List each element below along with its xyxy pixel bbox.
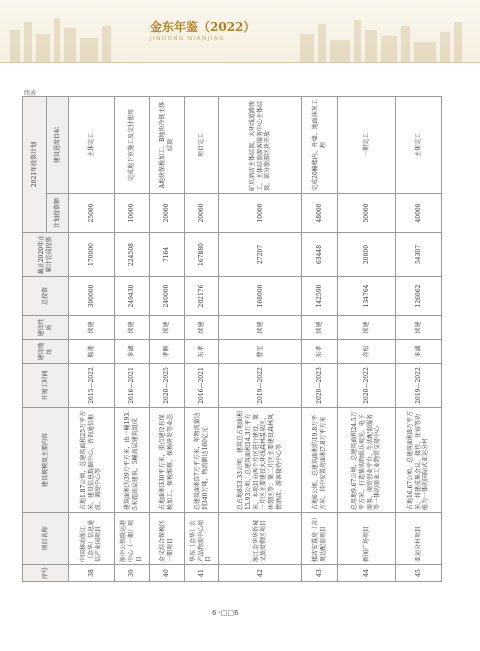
cell-period: 2020—2023 [302,364,338,408]
cell-cumulative: 63448 [302,233,338,277]
cell-plan-amount: 50000 [338,194,396,233]
cell-target: 矿坑酒店主体结顶，大环线道路竣工，主体结顶游客服务中心主体结顶，部分旅游区块开放 [219,97,302,194]
header-plan-amount: 计划投资额 [47,194,69,233]
header-nature: 建设性质 [23,316,69,340]
cell-target: A地块保税加工、B地块冷链主体结顶 [149,97,184,194]
cell-nature: 续建 [219,316,302,340]
cell-plan-amount: 40000 [396,194,442,233]
cell-total: 134764 [338,277,396,316]
cell-total: 168000 [219,277,302,316]
cell-plan-amount: 20000 [184,194,219,233]
cell-seq: 43 [302,565,338,582]
cell-name: 中国移动浙江（金华）信息通信产业园项目 [69,513,115,565]
cell-cumulative: 7164 [149,233,184,277]
cell-location: 孝顺 [149,340,184,364]
cell-nature: 续建 [184,316,219,340]
cell-seq: 42 [219,565,302,582]
cell-cumulative: 167880 [184,233,219,277]
cell-location: 曹宅 [219,340,302,364]
header-divider [0,62,480,63]
cell-location: 鞍港 [69,340,115,364]
cell-target: 一期完工 [338,97,396,194]
cell-cumulative: 27207 [219,233,302,277]
cell-target: 主体完工 [396,97,442,194]
cell-content: 总占地853.33公顷，建筑总占地面积15.93公顷，总建筑面积14.3万平方米，本项目分两个片区进行建设，第一片区主要建设大环线森林温泉区、休憩区等；第二片区主要建设森林风情酒店、游客接待中心等 [219,408,302,513]
cell-total: 249430 [114,277,149,316]
cell-name: 楼店安置房（含）周边配套项目 [302,513,338,565]
cell-period: 2020—2025 [149,364,184,408]
table-row [149,97,184,582]
cell-cumulative: 170000 [69,233,115,277]
cell-cumulative: 224508 [114,233,149,277]
cell-content: 占地1.87公顷，总建筑面积25万平方米，建设信息数据中心、咨询通信枢纽、调度中心等 [69,408,115,513]
header-total: 总投资 [23,277,69,316]
cell-seq: 39 [114,565,149,582]
cell-seq: 44 [338,565,396,582]
cell-period: 2019—2022 [219,364,302,408]
header-location: 建设地址 [23,340,69,364]
table-row [69,97,115,582]
cell-content: 占地6公顷，总建筑面积约19.8万平方米，其中安置房面积7.8万平方米 [302,408,338,513]
cell-name: 浙中公铁联运港中心（一期）项目 [114,513,149,565]
cell-period: 2015—2022 [69,364,115,408]
cell-content: 总建筑面积57万平方米，年物流量达到340万吨，物流额达160亿元 [184,408,219,513]
cell-nature: 续建 [302,316,338,340]
cell-name: 亚运分村项目 [396,513,442,565]
header-content: 建设规模及主要内容 [23,408,69,513]
cell-total: 126062 [396,277,442,316]
cell-location: 多湖 [396,340,442,364]
cell-period: 2019—2022 [396,364,442,408]
investment-projects-table [22,96,442,582]
cell-target: 项目完工 [184,97,219,194]
cell-total: 202176 [184,277,219,316]
cell-plan-amount: 25000 [69,194,115,233]
page-number: 6 ·□□6 [212,609,239,617]
cell-total: 300000 [69,277,115,316]
cell-target: 完成20幢楼内、外墙、地面抹灰工程 [302,97,338,194]
table-row [302,97,338,582]
header-name: 项目名称 [23,513,69,565]
cell-location: 东孝 [302,340,338,364]
cell-seq: 41 [184,565,219,582]
cell-period: 2016—2021 [114,364,149,408]
cell-target: 完成地下室施工及交付使用 [114,97,149,194]
continued-table-label: 续表 [24,90,37,97]
cell-location: 多湖 [114,340,149,364]
rotated-table-area [22,97,442,582]
cell-content: 建筑面积为39万平方米，由一幢193.5米超高层建筑，5幢高层建筑组成 [114,408,149,513]
cell-name: 新闻广场项目 [338,513,396,565]
table-row [338,97,396,582]
cell-content: 占地面积330平方米，重点建设有保税加工、保税维修、保税研发等业态 [149,408,184,513]
cell-name: 金义综合保税区一期项目 [149,513,184,565]
cell-seq: 45 [396,565,442,582]
cell-nature: 续建 [338,316,396,340]
cell-seq: 40 [149,565,184,582]
cell-plan-amount: 48000 [302,194,338,233]
cell-plan-amount: 10000 [114,194,149,233]
table-row [184,97,219,582]
table-row [396,97,442,582]
cell-nature: 续建 [149,316,184,340]
header-target: 建设进度目标 [47,97,69,194]
cell-total: 240000 [149,277,184,316]
table-row [114,97,149,582]
cell-name: 浙江金华华侨城文旅度假区项目 [219,513,302,565]
table-row [219,97,302,582]
cell-location: 赤松 [338,340,396,364]
cell-plan-amount: 10000 [219,194,302,233]
cell-period: 2016—2021 [184,364,219,408]
yearbook-title-pinyin: JINDONG NIANJIAN [150,36,225,42]
header-seq: 序号 [23,565,69,582]
yearbook-title: 金东年鉴（2022） [150,20,256,34]
cell-nature: 续建 [396,316,442,340]
cell-content: 总用地9.67公顷，总建筑面积24.5万平方米，打造集购物娱乐观光、电子商务、商贸创业平台、生活配套服务等一体的商业工业物贸交易中心 [338,408,396,513]
cell-seq: 38 [69,565,115,582]
cell-cumulative: 54307 [396,233,442,277]
header-plan2021: 2021年投资计划 [23,97,47,233]
cell-content: 占地16.67公顷，总建筑面积8万平方米，将建成集会议、接待、住宿等功能为一体的国际式亚运分村 [396,408,442,513]
header-cumulative: 截止2020年止累计完成投资 [23,233,69,277]
cell-period: 2020—2022 [338,364,396,408]
cell-name: 华东（金华）农产品物流中心项目 [184,513,219,565]
cell-total: 142590 [302,277,338,316]
cell-cumulative: 20000 [338,233,396,277]
header-period: 开竣工时间 [23,364,69,408]
cell-plan-amount: 20000 [149,194,184,233]
cell-location: 东孝 [184,340,219,364]
cell-target: 主体完工 [69,97,115,194]
cell-nature: 续建 [69,316,115,340]
cell-nature: 续建 [114,316,149,340]
